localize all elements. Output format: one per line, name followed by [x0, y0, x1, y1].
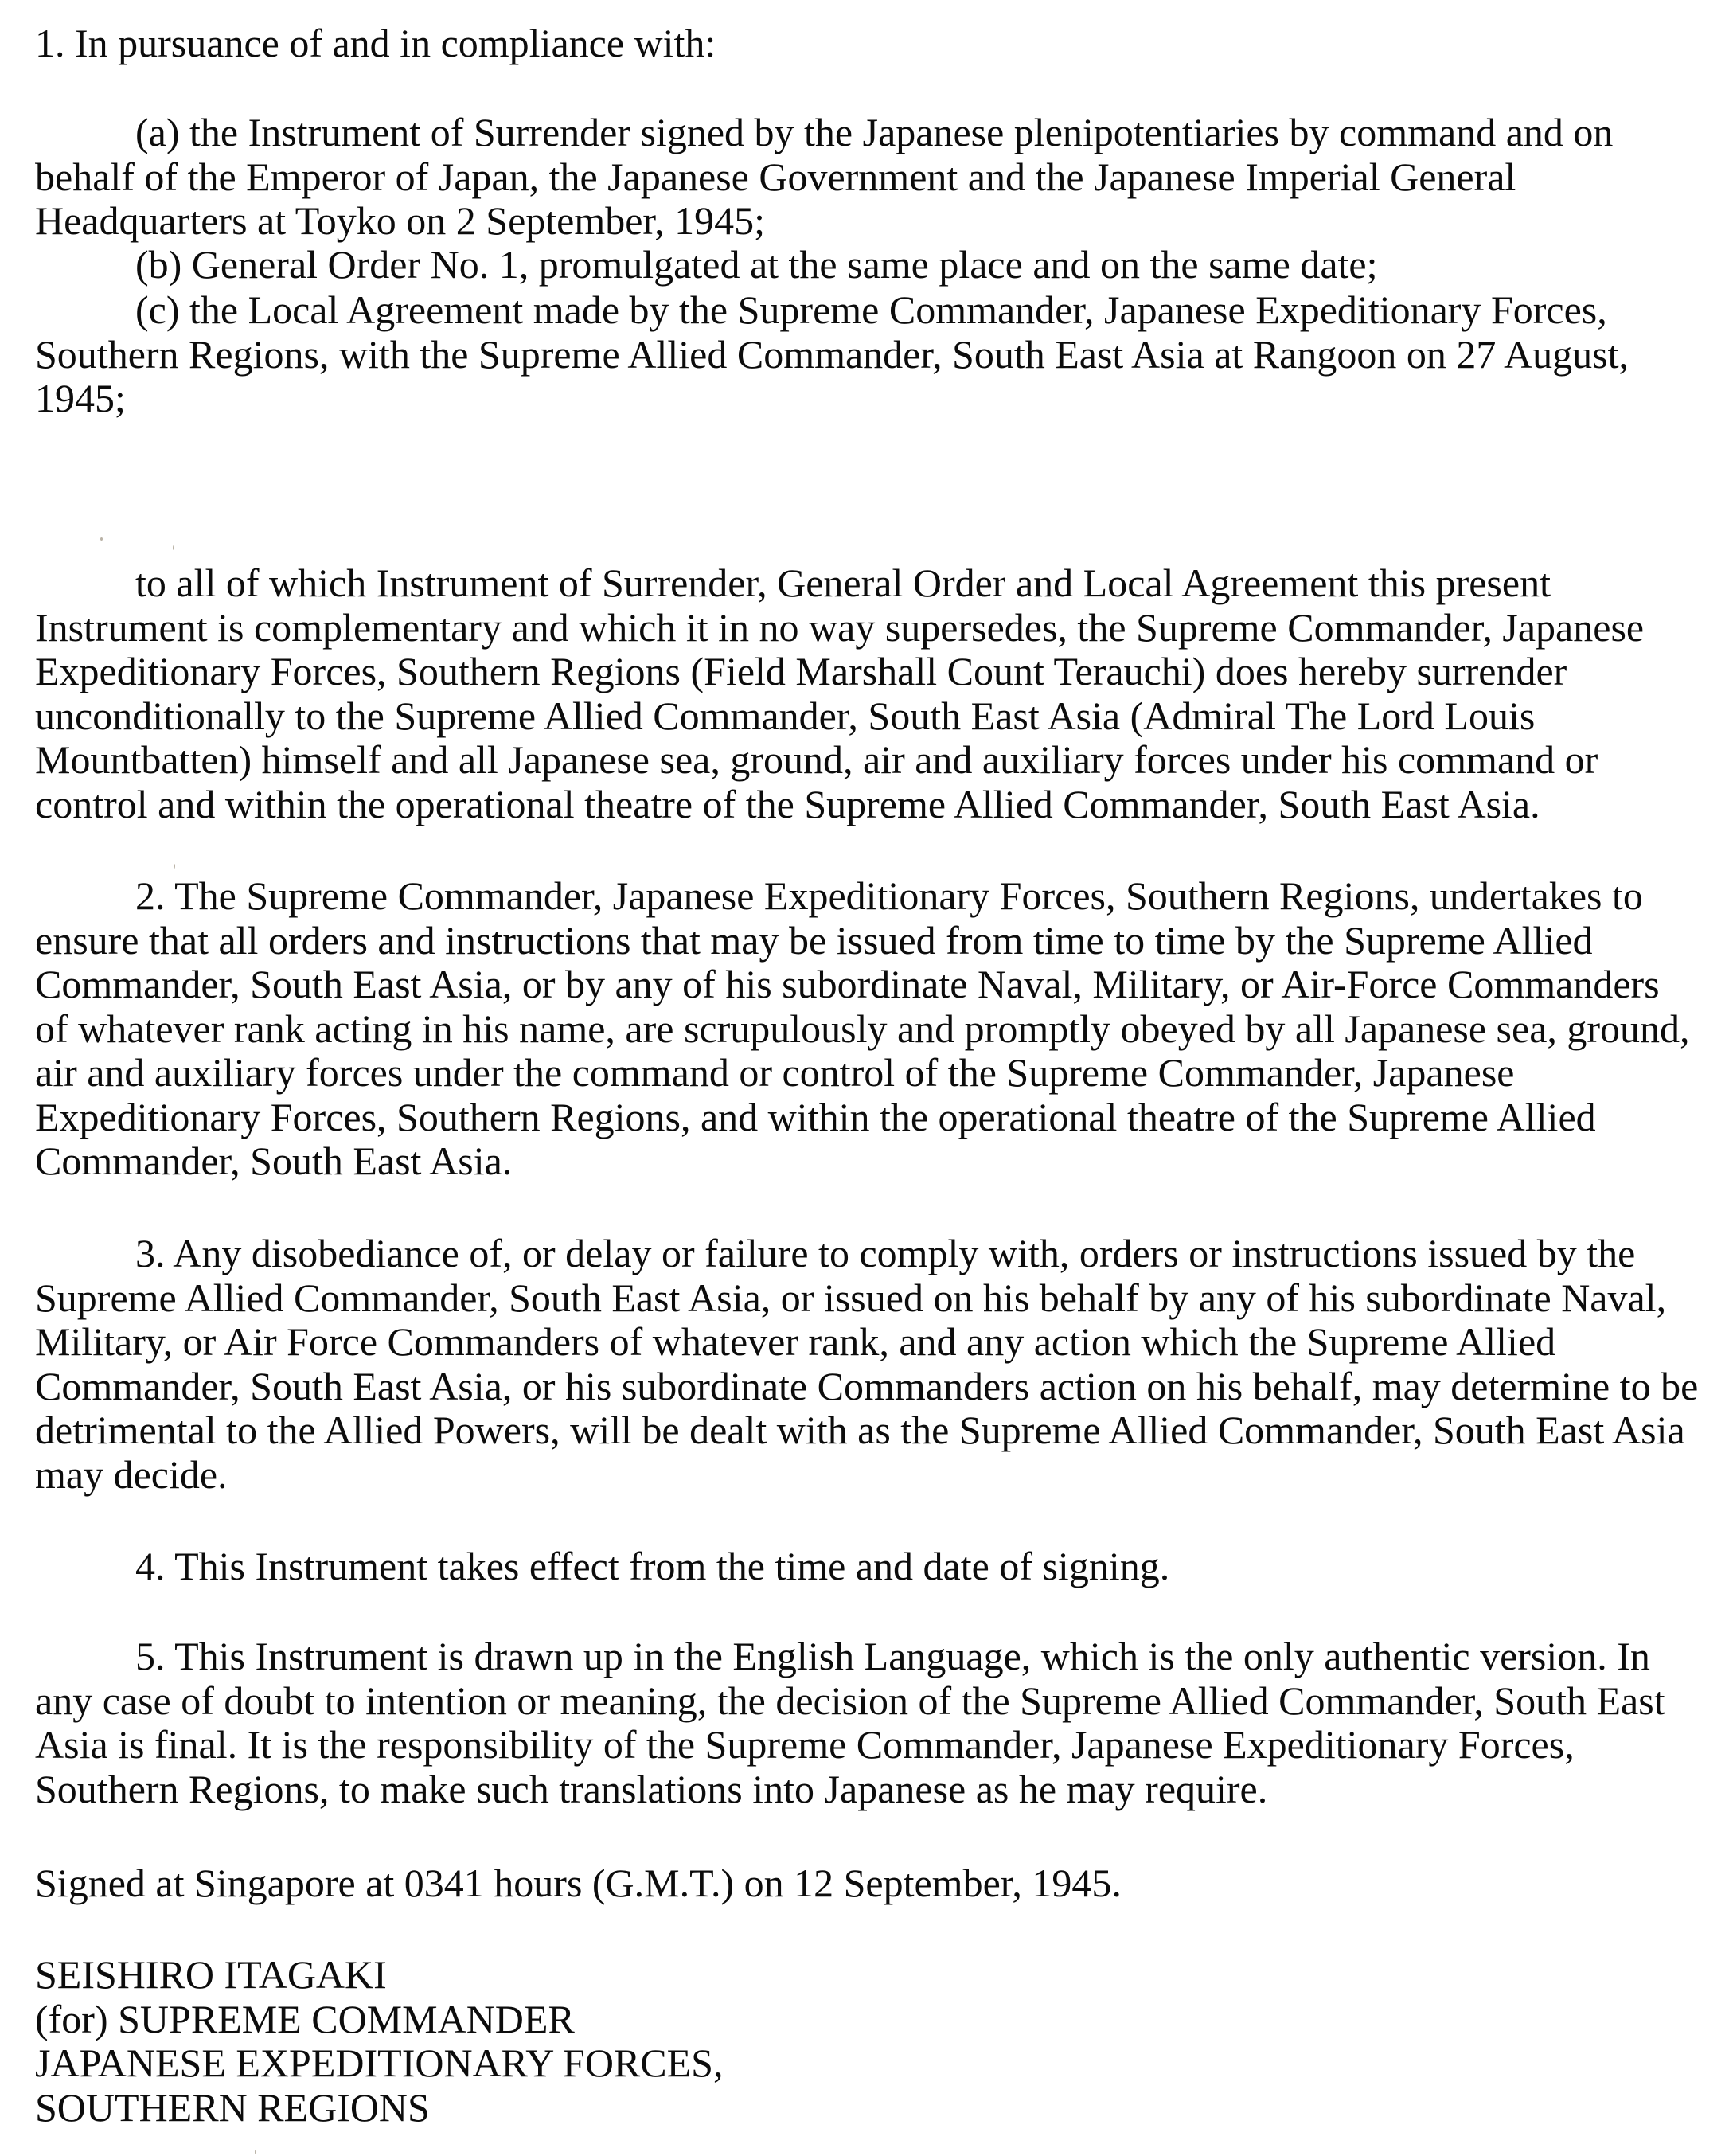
- paragraph-3-line-5: detrimental to the Allied Powers, will be dealt with as the Supreme Allied Commander, South East Asia: [35, 1408, 1685, 1452]
- paragraph-2-line-4: of whatever rank acting in his name, are scrupulously and promptly obeyed by all Japanese sea, ground,: [35, 1006, 1690, 1051]
- paragraph-2-line-2: ensure that all orders and instructions that may be issued from time to time by the Supreme Allied: [35, 917, 1593, 963]
- scan-speck: [174, 864, 175, 869]
- surrender-line-1: to all of which Instrument of Surrender, General Order and Local Agreement this present: [135, 560, 1551, 605]
- paragraph-2-line-6: Expeditionary Forces, Southern Regions, and within the operational theatre of the Supreme Allied: [35, 1094, 1596, 1139]
- intro-paragraph: [35, 21, 1729, 66]
- signature-block: [35, 1953, 1729, 2130]
- intro-line: 1. In pursuance of and in compliance with:: [35, 21, 716, 65]
- paragraph-2-line-3: Commander, South East Asia, or by any of his subordinate Naval, Military, or Air-Force Commanders: [35, 962, 1660, 1006]
- paragraph-3-line-2: Supreme Allied Commander, South East Asia, or issued on his behalf by any of his subordinate Naval,: [35, 1275, 1667, 1320]
- clause-b: [35, 243, 1729, 287]
- paragraph-2: [35, 874, 1729, 1184]
- paragraph-2-line-1: 2. The Supreme Commander, Japanese Expeditionary Forces, Southern Regions, undertakes to: [135, 873, 1643, 918]
- clause-a: [35, 111, 1729, 244]
- surrender-line-4: unconditionally to the Supreme Allied Commander, South East Asia (Admiral The Lord Louis: [35, 693, 1536, 738]
- paragraph-5-line-4: Southern Regions, to make such translations into Japanese as he may require.: [35, 1766, 1268, 1811]
- surrender-paragraph: [35, 561, 1729, 826]
- scan-speck: [100, 537, 103, 541]
- paragraph-2-line-5: air and auxiliary forces under the command or control of the Supreme Commander, Japanese: [35, 1050, 1515, 1095]
- signatory-organization: JAPANESE EXPEDITIONARY FORCES,: [35, 2041, 724, 2085]
- clause-c-line-1: (c) the Local Agreement made by the Supreme Commander, Japanese Expeditionary Forces,: [135, 287, 1607, 332]
- surrender-line-6: control and within the operational theatre of the Supreme Allied Commander, South East Asia.: [35, 781, 1540, 826]
- paragraph-5-line-2: any case of doubt to intention or meaning, the decision of the Supreme Allied Commander, South East: [35, 1678, 1665, 1723]
- signed-statement: [35, 1861, 1729, 1906]
- scan-speck: [255, 2150, 256, 2154]
- clause-c-line-2: Southern Regions, with the Supreme Allied Commander, South East Asia at Rangoon on 27 August,: [35, 331, 1629, 377]
- paragraph-2-line-7: Commander, South East Asia.: [35, 1139, 513, 1183]
- clause-c: [35, 288, 1729, 421]
- signatory-region: SOUTHERN REGIONS: [35, 2084, 430, 2130]
- surrender-line-5: Mountbatten) himself and all Japanese sea, ground, air and auxiliary forces under his command or: [35, 737, 1598, 782]
- clause-b-line-1: (b) General Order No. 1, promulgated at the same place and on the same date;: [135, 242, 1378, 287]
- paragraph-3: [35, 1232, 1729, 1497]
- signed-line: Signed at Singapore at 0341 hours (G.M.T.) on 12 September, 1945.: [35, 1861, 1122, 1905]
- surrender-line-3: Expeditionary Forces, Southern Regions (Field Marshall Count Terauchi) does hereby surrender: [35, 649, 1567, 693]
- paragraph-3-line-4: Commander, South East Asia, or his subordinate Commanders action on his behalf, may determine to be: [35, 1363, 1699, 1408]
- surrender-line-2: Instrument is complementary and which it in no way supersedes, the Supreme Commander, Japanese: [35, 604, 1645, 650]
- paragraph-3-line-6: may decide.: [35, 1451, 228, 1497]
- paragraph-5-line-1: 5. This Instrument is drawn up in the English Language, which is the only authentic version. In: [135, 1634, 1650, 1678]
- signatory-name: SEISHIRO ITAGAKI: [35, 1952, 387, 1997]
- scan-speck: [173, 545, 174, 550]
- paragraph-3-line-3: Military, or Air Force Commanders of whatever rank, and any action which the Supreme Allied: [35, 1319, 1556, 1364]
- signatory-capacity: (for) SUPREME COMMANDER: [35, 1996, 575, 2041]
- clause-a-line-2: behalf of the Emperor of Japan, the Japanese Government and the Japanese Imperial General: [35, 154, 1516, 199]
- paragraph-5-line-3: Asia is final. It is the responsibility of the Supreme Commander, Japanese Expeditionary Forces,: [35, 1722, 1575, 1767]
- paragraph-5: [35, 1635, 1729, 1811]
- paragraph-4-line-1: 4. This Instrument takes effect from the time and date of signing.: [135, 1544, 1170, 1588]
- paragraph-3-line-1: 3. Any disobediance of, or delay or failure to comply with, orders or instructions issued by the: [135, 1231, 1636, 1275]
- clause-c-line-3: 1945;: [35, 376, 126, 420]
- clause-a-line-1: (a) the Instrument of Surrender signed by the Japanese plenipotentiaries by command and on: [135, 110, 1614, 154]
- clause-a-line-3: Headquarters at Toyko on 2 September, 1945;: [35, 198, 765, 243]
- paragraph-4: [35, 1545, 1729, 1589]
